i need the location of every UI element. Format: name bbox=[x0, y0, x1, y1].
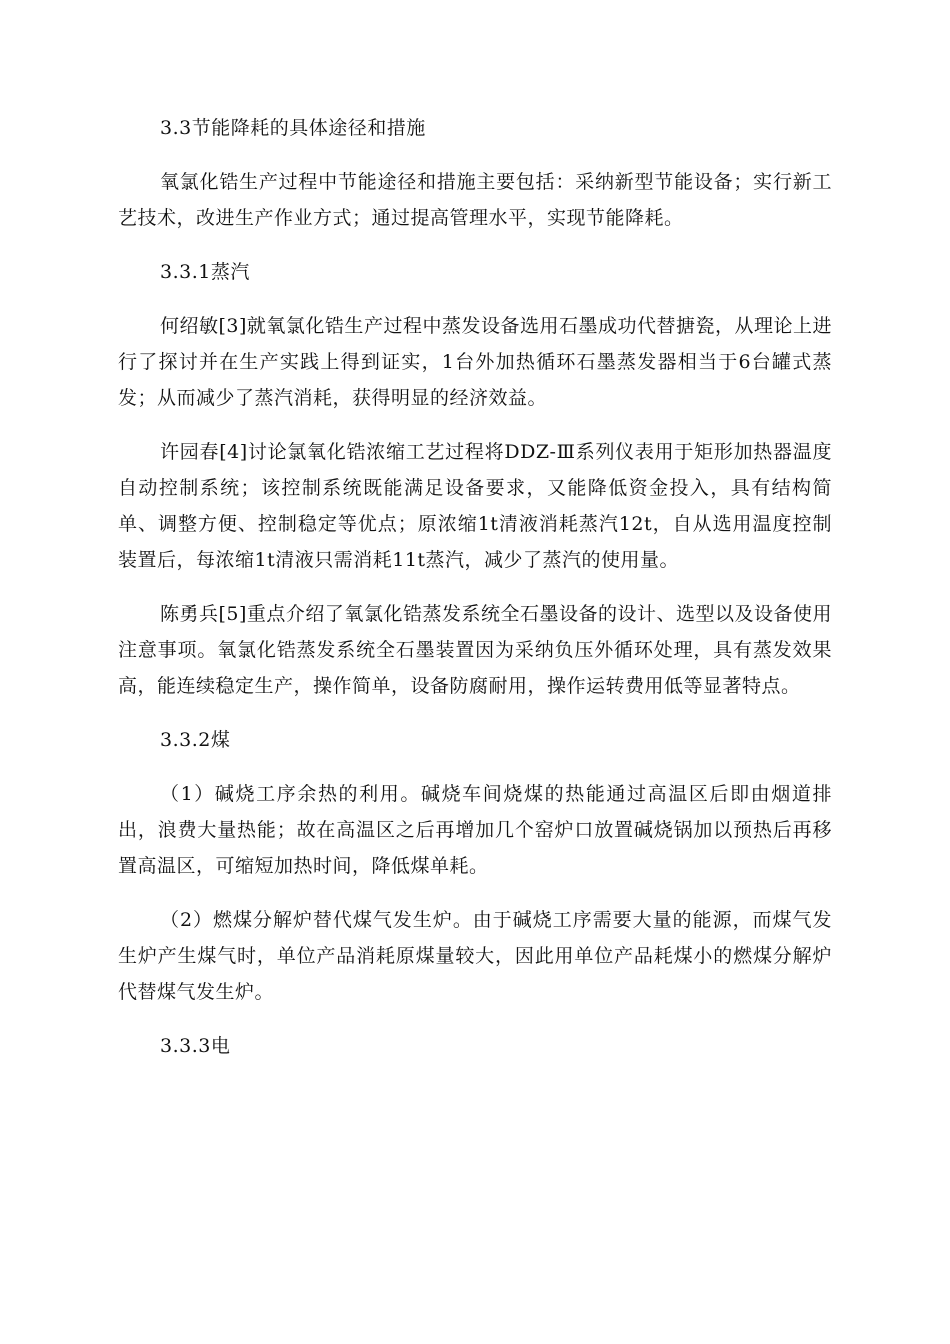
paragraph: 许园春[4]讨论氯氧化锆浓缩工艺过程将DDZ-Ⅲ系列仪表用于矩形加热器温度自动控制系统；该控制系统既能满足设备要求，又能降低资金投入，具有结构简单、调整方便、控制稳定等优点；原浓缩1t清液消耗蒸汽12t，自从选用温度控制装置后，每浓缩1t清液只需消耗11t蒸汽，减少了蒸汽的使用量。 bbox=[118, 441, 832, 571]
section-heading-3-3-1: 3.3.1蒸汽 bbox=[160, 261, 250, 283]
list-item-paragraph: （2）燃煤分解炉替代煤气发生炉。由于碱烧工序需要大量的能源，而煤气发生炉产生煤气时，单位产品消耗原煤量较大，因此用单位产品耗煤小的燃煤分解炉代替煤气发生炉。 bbox=[118, 909, 832, 1003]
list-item-paragraph: （1）碱烧工序余热的利用。碱烧车间烧煤的热能通过高温区后即由烟道排出，浪费大量热能；故在高温区之后再增加几个窑炉口放置碱烧锅加以预热后再移置高温区，可缩短加热时间，降低煤单耗。 bbox=[118, 783, 832, 877]
paragraph: 氧氯化锆生产过程中节能途径和措施主要包括：采纳新型节能设备；实行新工艺技术，改进生产作业方式；通过提高管理水平，实现节能降耗。 bbox=[118, 171, 832, 229]
section-heading-3-3-3: 3.3.3电 bbox=[160, 1035, 231, 1057]
paragraph: 陈勇兵[5]重点介绍了氧氯化锆蒸发系统全石墨设备的设计、选型以及设备使用注意事项。氧氯化锆蒸发系统全石墨装置因为采纳负压外循环处理，具有蒸发效果高，能连续稳定生产，操作简单，设备防腐耐用，操作运转费用低等显著特点。 bbox=[118, 603, 832, 697]
section-heading-3-3: 3.3节能降耗的具体途径和措施 bbox=[160, 117, 426, 139]
paragraph: 何绍敏[3]就氧氯化锆生产过程中蒸发设备选用石墨成功代替搪瓷，从理论上进行了探讨并在生产实践上得到证实，1台外加热循环石墨蒸发器相当于6台罐式蒸发；从而减少了蒸汽消耗，获得明显的经济效益。 bbox=[118, 315, 832, 409]
document-body bbox=[118, 110, 832, 1064]
section-heading-3-3-2: 3.3.2煤 bbox=[160, 729, 231, 751]
